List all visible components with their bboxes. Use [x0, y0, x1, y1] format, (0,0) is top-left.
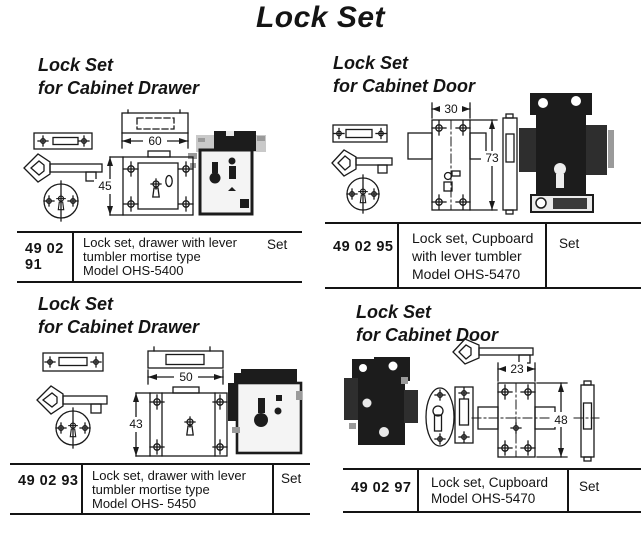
lock-top-view — [148, 347, 223, 368]
strike-plate-drawing — [333, 125, 387, 142]
product-photo — [344, 357, 418, 445]
product-title — [38, 54, 199, 100]
technical-drawing — [341, 335, 641, 470]
dimension-height — [94, 157, 123, 215]
technical-drawing — [10, 105, 305, 235]
lock-front-view — [408, 120, 486, 210]
key-drawing — [453, 339, 533, 364]
dim-width-label: 23 — [510, 362, 524, 376]
description-line: Model OHS-5400 — [83, 263, 184, 278]
dim-width-label: 30 — [444, 102, 458, 116]
product-description — [74, 233, 264, 281]
dim-height-label: 45 — [98, 179, 112, 193]
catalog-row — [10, 463, 310, 515]
unit-cell: Set — [545, 224, 641, 287]
escutcheon-drawing — [426, 388, 454, 446]
technical-drawing — [10, 343, 315, 468]
lock-front-view — [472, 383, 599, 457]
product-code: 49 02 91 — [17, 233, 74, 281]
strike-plate-drawing — [455, 387, 473, 443]
strike-plate-drawing — [34, 133, 92, 149]
lock-side-view — [503, 114, 517, 214]
lock-top-view — [122, 110, 188, 133]
product-title-line2: for Cabinet Drawer — [38, 317, 200, 337]
product-photo — [228, 369, 302, 453]
description-line: tumbler mortise type — [92, 482, 210, 497]
product-title — [38, 293, 199, 339]
dim-height-label: 73 — [485, 151, 499, 165]
dimension-width — [432, 102, 470, 118]
description-line: Lock set, drawer with lever — [83, 235, 237, 250]
escutcheon-drawing — [347, 175, 379, 213]
strike-plate-drawing — [43, 353, 103, 371]
product-title-line1: Lock Set — [38, 294, 114, 314]
technical-drawing — [325, 90, 641, 235]
description-line: Model OHS-5470 — [412, 266, 521, 282]
dim-height-label: 48 — [554, 413, 568, 427]
product-code: 49 02 93 — [10, 465, 83, 513]
description-line: Lock set, Cupboard — [412, 230, 534, 246]
product-title-line1: Lock Set — [333, 53, 409, 73]
lock-front-view — [150, 387, 227, 456]
unit-cell: Set — [272, 465, 310, 513]
description-line: tumbler mortise type — [83, 249, 201, 264]
dimension-height — [124, 393, 150, 456]
dim-height-label: 43 — [129, 417, 143, 431]
description-line: Model OHS- 5450 — [92, 496, 197, 511]
product-title-line2: for Cabinet Door — [333, 76, 475, 96]
description-line: Model OHS-5470 — [431, 491, 536, 506]
key-drawing — [37, 386, 107, 414]
product-photo — [519, 93, 614, 212]
product-title-line2: for Cabinet Drawer — [38, 78, 200, 98]
key-drawing — [24, 154, 102, 182]
dim-width-label: 60 — [148, 134, 162, 148]
product-code: 49 02 97 — [343, 470, 419, 511]
catalog-row — [343, 468, 641, 513]
description-line: Lock set, drawer with lever — [92, 468, 246, 483]
catalog-row — [325, 222, 641, 289]
escutcheon-drawing — [44, 181, 78, 221]
dimension-height — [537, 383, 572, 457]
dim-width-label: 50 — [179, 370, 193, 384]
unit-cell: Set — [267, 237, 288, 252]
unit-cell: Set — [567, 470, 641, 511]
description-line: with lever tumbler — [412, 248, 522, 264]
product-description — [399, 224, 545, 287]
description-line: Lock set, Cupboard — [431, 475, 549, 490]
catalog-row — [17, 231, 302, 283]
dimension-width — [148, 370, 223, 385]
product-code: 49 02 95 — [325, 224, 399, 287]
product-description — [83, 465, 272, 513]
lock-front-view — [123, 151, 193, 215]
product-photo — [188, 131, 266, 214]
escutcheon-drawing — [56, 408, 90, 448]
product-title-line1: Lock Set — [38, 55, 114, 75]
product-title-line1: Lock Set — [356, 302, 432, 322]
key-drawing — [332, 150, 392, 176]
lock-side-view — [581, 381, 594, 461]
product-description — [419, 470, 567, 511]
dimension-width — [498, 362, 535, 381]
dimension-width — [122, 133, 188, 148]
product-title-line2: for Cabinet Door — [356, 325, 498, 345]
page-title: Lock Set — [255, 1, 386, 34]
